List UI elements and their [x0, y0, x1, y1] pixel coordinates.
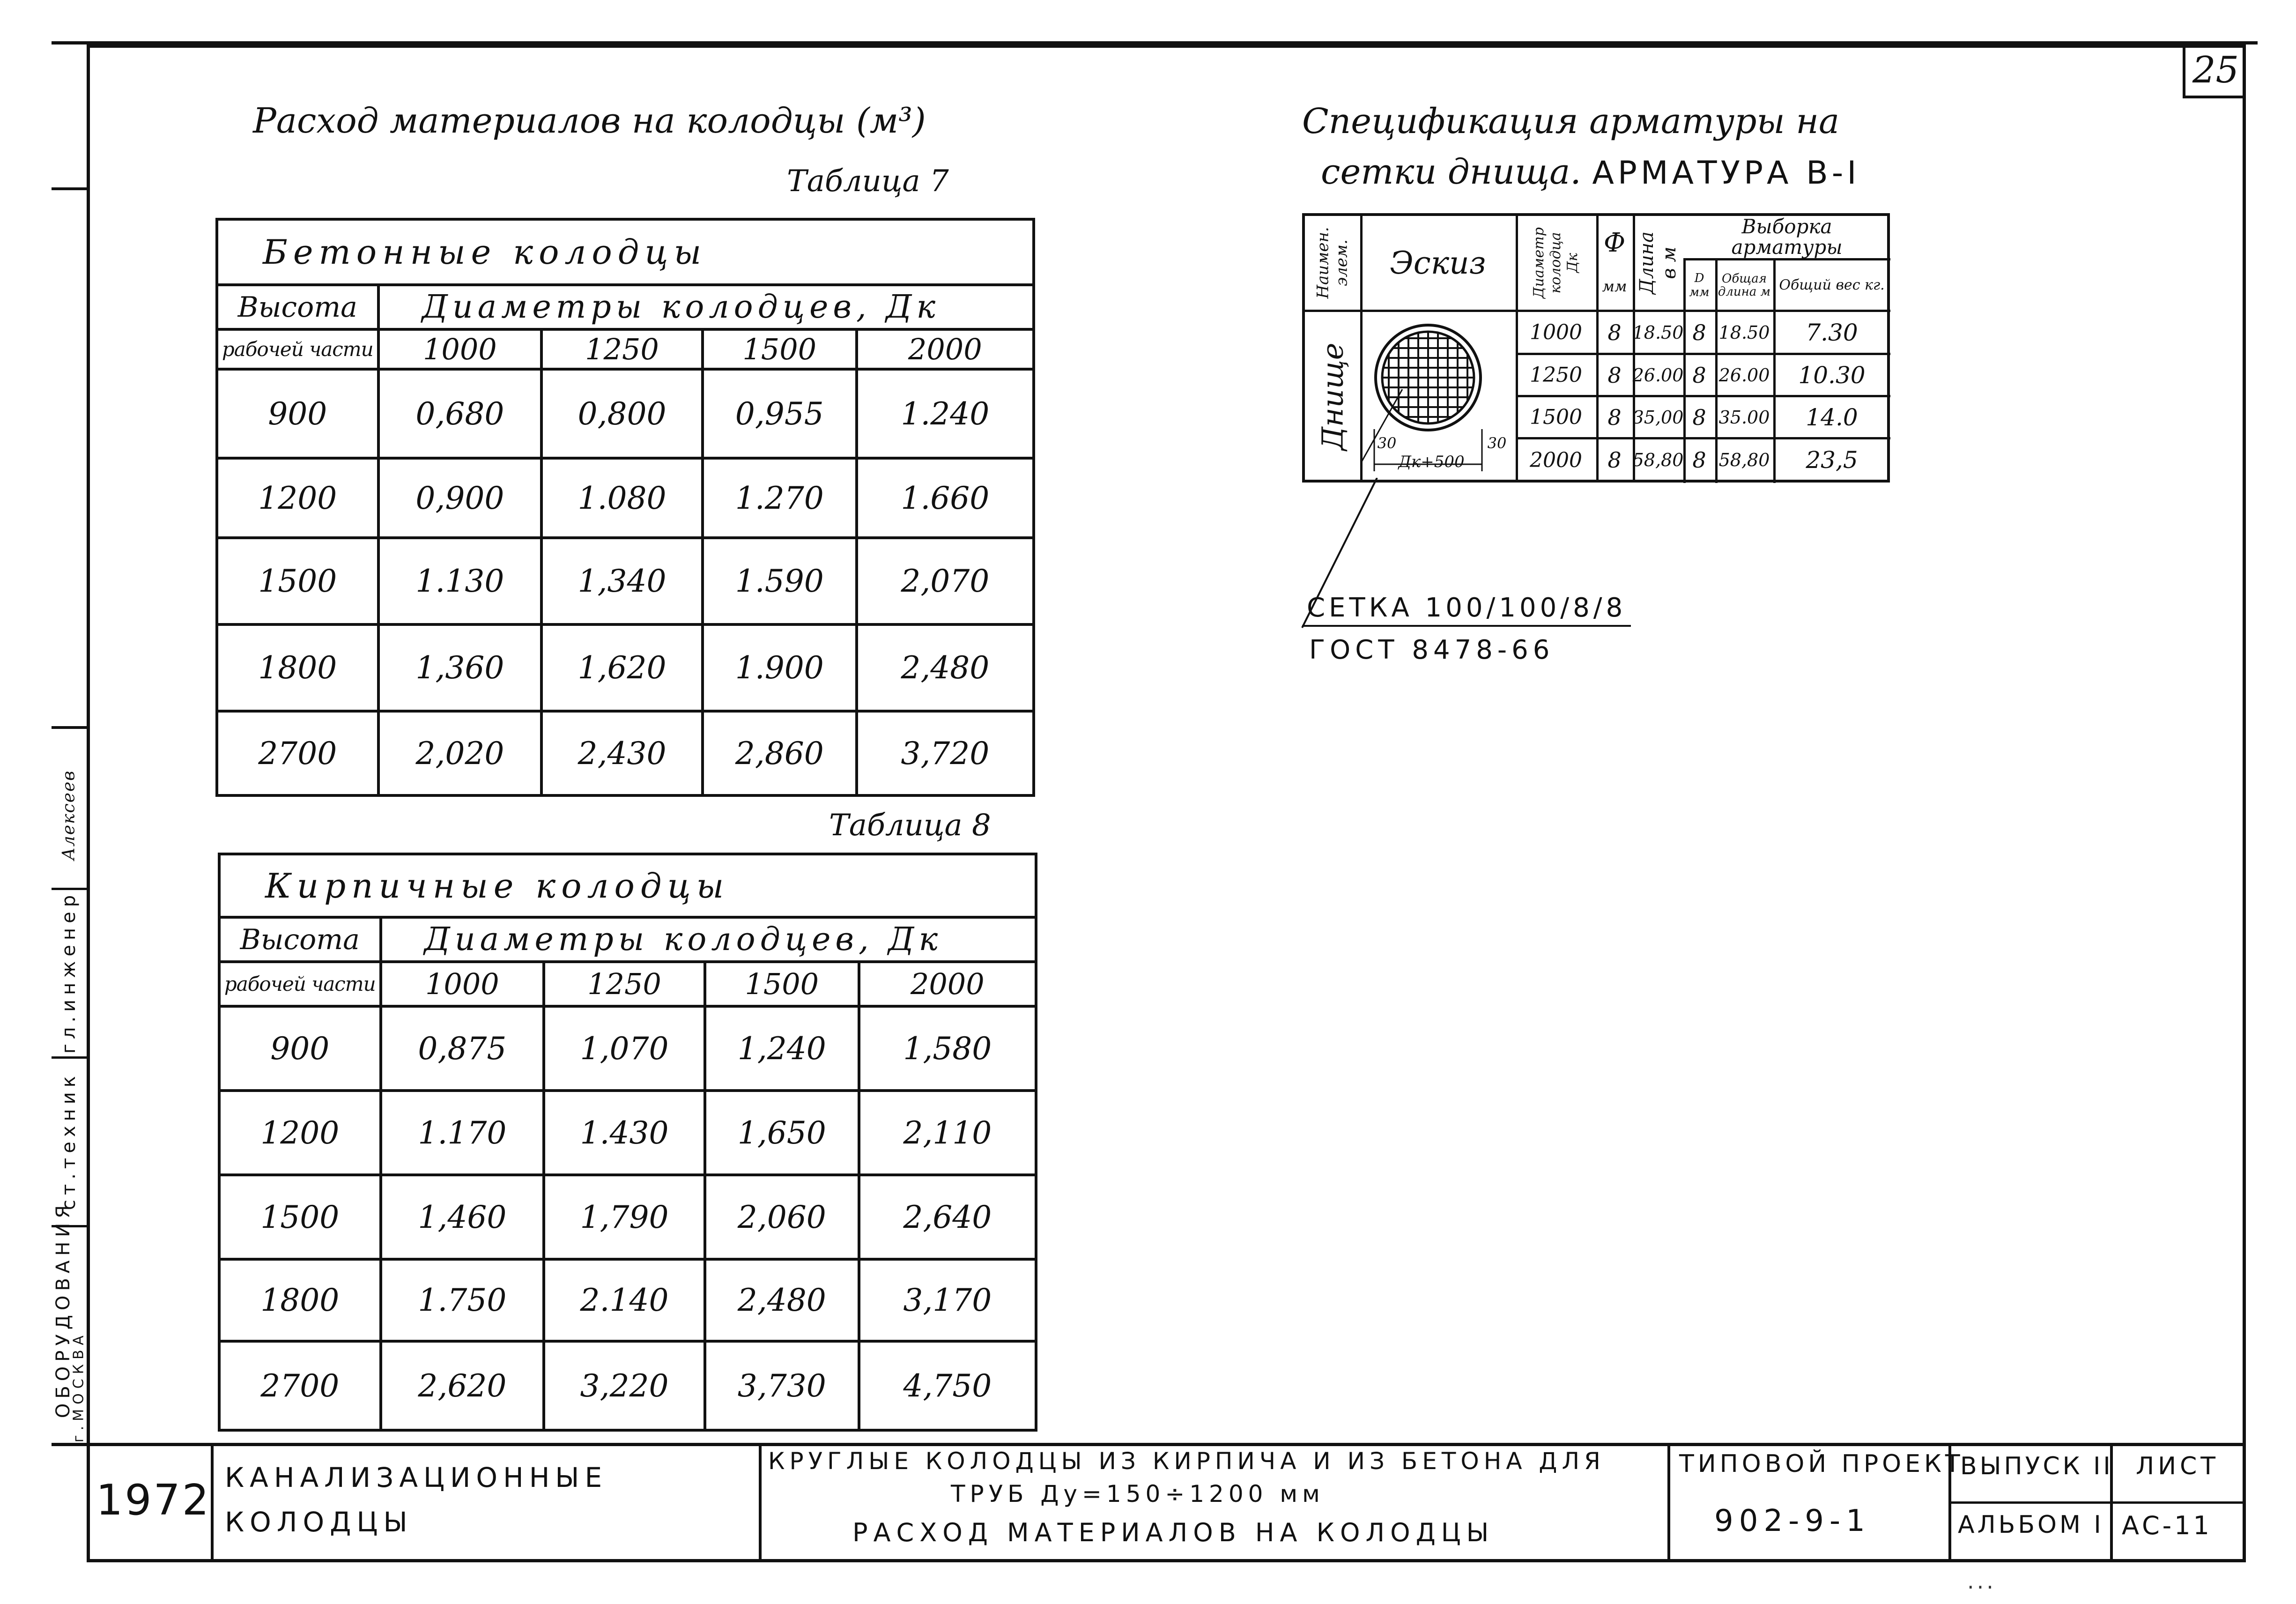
side-city: г.МОСКВА: [70, 1330, 87, 1443]
table8-height-2700: 2700: [219, 1341, 381, 1430]
project-number: 902-9-1: [1714, 1504, 1871, 1538]
page-number-text: 25: [2192, 49, 2239, 91]
table8-col-2000: 2000: [859, 962, 1036, 1006]
spec-title-line2: сетки днища.: [1321, 152, 1581, 192]
spec-diameter-header-text: Диаметр колодца Дк: [1531, 227, 1581, 298]
table-cell: 2,480: [857, 624, 1034, 711]
spec-sketch-header: Эскиз: [1390, 245, 1486, 281]
spec-title-line1: Спецификация арматуры на: [1302, 101, 1840, 141]
spec-weight: 10.30: [1798, 361, 1866, 389]
title-block-top-line: [52, 1443, 2246, 1446]
spec-sel-d: 8: [1692, 362, 1706, 388]
spec-dk: 1000: [1530, 320, 1582, 344]
table8-row-header-top: Высота: [219, 917, 381, 962]
title-block-divider: [87, 1443, 89, 1562]
table7-height-1800: 1800: [217, 624, 378, 711]
spec-weight: 14.0: [1806, 403, 1858, 431]
spec-dim-30-right: 30: [1487, 434, 1507, 452]
table7-height-900: 900: [217, 369, 378, 458]
table-cell: 2,620: [381, 1341, 544, 1430]
table-row: [219, 1341, 1036, 1430]
side-stamp-divider: [52, 888, 87, 890]
spec-length: 18.50: [1632, 322, 1684, 343]
table-cell: 1.170: [381, 1091, 544, 1175]
spec-length: 35,00: [1632, 407, 1684, 428]
spec-sel-d: 8: [1692, 319, 1706, 345]
table8-col-1500: 1500: [705, 962, 859, 1006]
document-name-line1: КАНАЛИЗАЦИОННЫЕ: [225, 1462, 608, 1493]
table-cell: 2,070: [857, 538, 1034, 624]
table-cell: 1,620: [541, 624, 703, 711]
spec-phi: 8: [1607, 362, 1622, 388]
table-row: [219, 1091, 1036, 1175]
spec-sel-d: 8: [1692, 404, 1706, 430]
spec-phi: 8: [1607, 404, 1622, 430]
table7-col-1500: 1500: [703, 329, 857, 369]
table-cell: 2,110: [859, 1091, 1036, 1175]
net-label-text: СЕТКА 100/100/8/8: [1307, 593, 1627, 623]
side-stamp-divider: [52, 1056, 87, 1059]
spec-title: [1302, 96, 1860, 199]
below-frame-note: ...: [1967, 1568, 1996, 1594]
spec-sel-d: 8: [1692, 447, 1706, 473]
title-block-divider: [211, 1443, 214, 1562]
spec-length: 26.00: [1632, 364, 1684, 386]
table-cell: 1.900: [703, 624, 857, 711]
spec-sel-weight-header: Общий вес кг.: [1779, 276, 1885, 293]
table-cell: 3,220: [544, 1341, 705, 1430]
table7-height-1200: 1200: [217, 458, 378, 538]
spec-sel-d-header: D мм: [1689, 271, 1710, 299]
table-cell: 2.140: [544, 1259, 705, 1341]
table-row: [217, 624, 1034, 711]
table8-col-1000: 1000: [381, 962, 544, 1006]
gost-label: ГОСТ 8478-66: [1309, 635, 1555, 665]
table8-height-900: 900: [219, 1006, 381, 1091]
table-cell: 0,875: [381, 1006, 544, 1091]
mesh-grid: [1379, 328, 1477, 427]
table-cell: 1.590: [703, 538, 857, 624]
side-role-2: гл.инженер: [58, 890, 80, 1054]
table7-col-2000: 2000: [857, 329, 1034, 369]
spec-length-header: [1633, 216, 1683, 310]
sheet-desc-line2: ТРУБ Ду=150÷1200 мм: [951, 1480, 1325, 1507]
table7-subheader: Диаметры колодцев, Дк: [378, 285, 1034, 329]
top-border-line: [52, 41, 2258, 45]
spec-weight: 23,5: [1806, 446, 1858, 474]
side-org: ОБОРУДОВАНИЯ: [52, 1200, 74, 1418]
spec-total-length: 26.00: [1718, 364, 1770, 386]
side-signature: Алексеев: [59, 770, 79, 861]
sheet-label: ЛИСТ: [2136, 1452, 2220, 1480]
table-row: [217, 369, 1034, 458]
sheet-desc-line1: КРУГЛЫЕ КОЛОДЦЫ ИЗ КИРПИЧА И ИЗ БЕТОНА ДЛЯ: [768, 1448, 1605, 1475]
materials-title: [253, 101, 926, 141]
spec-name-header-text: Наимен. элем.: [1314, 227, 1351, 299]
materials-title-unit: (м³): [856, 101, 926, 141]
table-cell: 0,900: [378, 458, 542, 538]
spec-total-length: 18.50: [1718, 322, 1770, 343]
table-cell: 1,580: [859, 1006, 1036, 1091]
spec-length-header-text: Длина в м: [1636, 231, 1681, 294]
table-cell: 1,650: [705, 1091, 859, 1175]
spec-name-header: [1305, 216, 1360, 310]
spec-total-length: 35.00: [1718, 407, 1770, 428]
table-row: [217, 538, 1034, 624]
table-cell: 4,750: [859, 1341, 1036, 1430]
table8-label: Таблица 8: [829, 808, 991, 843]
table-cell: 0,955: [703, 369, 857, 458]
table-cell: 1,360: [378, 624, 542, 711]
table-row: [217, 711, 1034, 795]
issue: ВЫПУСК II: [1960, 1452, 2113, 1480]
spec-phi-unit: мм: [1602, 277, 1627, 295]
title-block-divider: [1948, 1501, 2246, 1504]
table-row: [217, 458, 1034, 538]
sheet-desc-line3: РАСХОД МАТЕРИАЛОВ НА КОЛОДЦЫ: [852, 1518, 1495, 1547]
project-label: ТИПОВОЙ ПРОЕКТ: [1679, 1450, 1964, 1478]
spec-phi: 8: [1607, 447, 1622, 473]
table-cell: 2,430: [541, 711, 703, 795]
side-role-1: ст.техник: [58, 1071, 80, 1210]
page-number: [2183, 45, 2246, 98]
spec-diameter-header: [1516, 216, 1596, 310]
table-cell: 2,060: [705, 1175, 859, 1259]
table8-subheader: Диаметры колодцев, Дк: [381, 917, 1036, 962]
spec-dk: 2000: [1530, 448, 1582, 472]
spec-dk: 1500: [1530, 405, 1582, 429]
table7-col-1250: 1250: [541, 329, 703, 369]
table-cell: 1,460: [381, 1175, 544, 1259]
table8-col-1250: 1250: [544, 962, 705, 1006]
spec-dim-30-left: 30: [1377, 434, 1397, 452]
table-cell: 1.080: [541, 458, 703, 538]
table-cell: 1,240: [705, 1006, 859, 1091]
table-cell: 1,790: [544, 1175, 705, 1259]
year: 1972: [96, 1476, 211, 1525]
spec-phi-header: Ф: [1603, 228, 1626, 258]
spec-selection-header: Выборка арматуры: [1731, 215, 1843, 259]
table-row: [219, 1175, 1036, 1259]
table-cell: 1,340: [541, 538, 703, 624]
spec-phi: 8: [1607, 319, 1622, 345]
table7-group-title: Бетонные колодцы: [217, 219, 1034, 285]
table7-label: Таблица 7: [787, 164, 949, 199]
spec-title-steel: АРМАТУРА В-I: [1592, 155, 1860, 192]
document-name-line2: КОЛОДЦЫ: [225, 1506, 413, 1538]
table7-row-header-top: Высота: [217, 285, 378, 329]
spec-dk: 1250: [1530, 363, 1582, 387]
table8-brick-wells: [218, 853, 1037, 1432]
table-cell: 2,860: [703, 711, 857, 795]
table-cell: 1.430: [544, 1091, 705, 1175]
table-cell: 2,020: [378, 711, 542, 795]
table-cell: 3,170: [859, 1259, 1036, 1341]
net-label: [1302, 593, 1631, 627]
table8-group-title: Кирпичные колодцы: [219, 854, 1036, 917]
spec-element: [1305, 310, 1360, 483]
table-cell: 0,800: [541, 369, 703, 458]
materials-title-text: Расход материалов на колодцы: [253, 101, 845, 141]
table-cell: 2,640: [859, 1175, 1036, 1259]
table8-height-1800: 1800: [219, 1259, 381, 1341]
table-cell: 0,680: [378, 369, 542, 458]
table-row: [219, 1006, 1036, 1091]
table7-concrete-wells: [215, 218, 1035, 797]
spec-weight: 7.30: [1806, 319, 1858, 346]
table8-height-1500: 1500: [219, 1175, 381, 1259]
spec-title-line2-wrap: [1302, 147, 1860, 199]
table7-col-1000: 1000: [378, 329, 542, 369]
album: АЛЬБОМ I: [1958, 1511, 2104, 1539]
table7-height-1500: 1500: [217, 538, 378, 624]
table8-row-header-bottom: рабочей части: [219, 962, 381, 1006]
spec-length: 58,80: [1632, 450, 1684, 470]
table-cell: 2,480: [705, 1259, 859, 1341]
table-cell: 1.130: [378, 538, 542, 624]
table8-height-1200: 1200: [219, 1091, 381, 1175]
table-cell: 3,730: [705, 1341, 859, 1430]
table-cell: 1.750: [381, 1259, 544, 1341]
spec-total-length: 58,80: [1718, 450, 1770, 470]
table-cell: 1.660: [857, 458, 1034, 538]
table7-row-header-bottom: рабочей части: [217, 329, 378, 369]
spec-dim-bottom: Дк+500: [1398, 453, 1465, 471]
margin-tick: [52, 187, 87, 190]
table-cell: 3,720: [857, 711, 1034, 795]
table-cell: 1.270: [703, 458, 857, 538]
table7-height-2700: 2700: [217, 711, 378, 795]
table-cell: 1.240: [857, 369, 1034, 458]
title-block-divider: [759, 1443, 762, 1562]
spec-sel-length-header: Общая длина м: [1718, 271, 1771, 299]
rebar-spec-table: [1302, 213, 1890, 483]
sheet-number: АС-11: [2122, 1511, 2212, 1540]
table-cell: 1,070: [544, 1006, 705, 1091]
table-row: [219, 1259, 1036, 1341]
spec-element-text: Днище: [1315, 342, 1350, 450]
title-block-divider: [1667, 1443, 1670, 1562]
